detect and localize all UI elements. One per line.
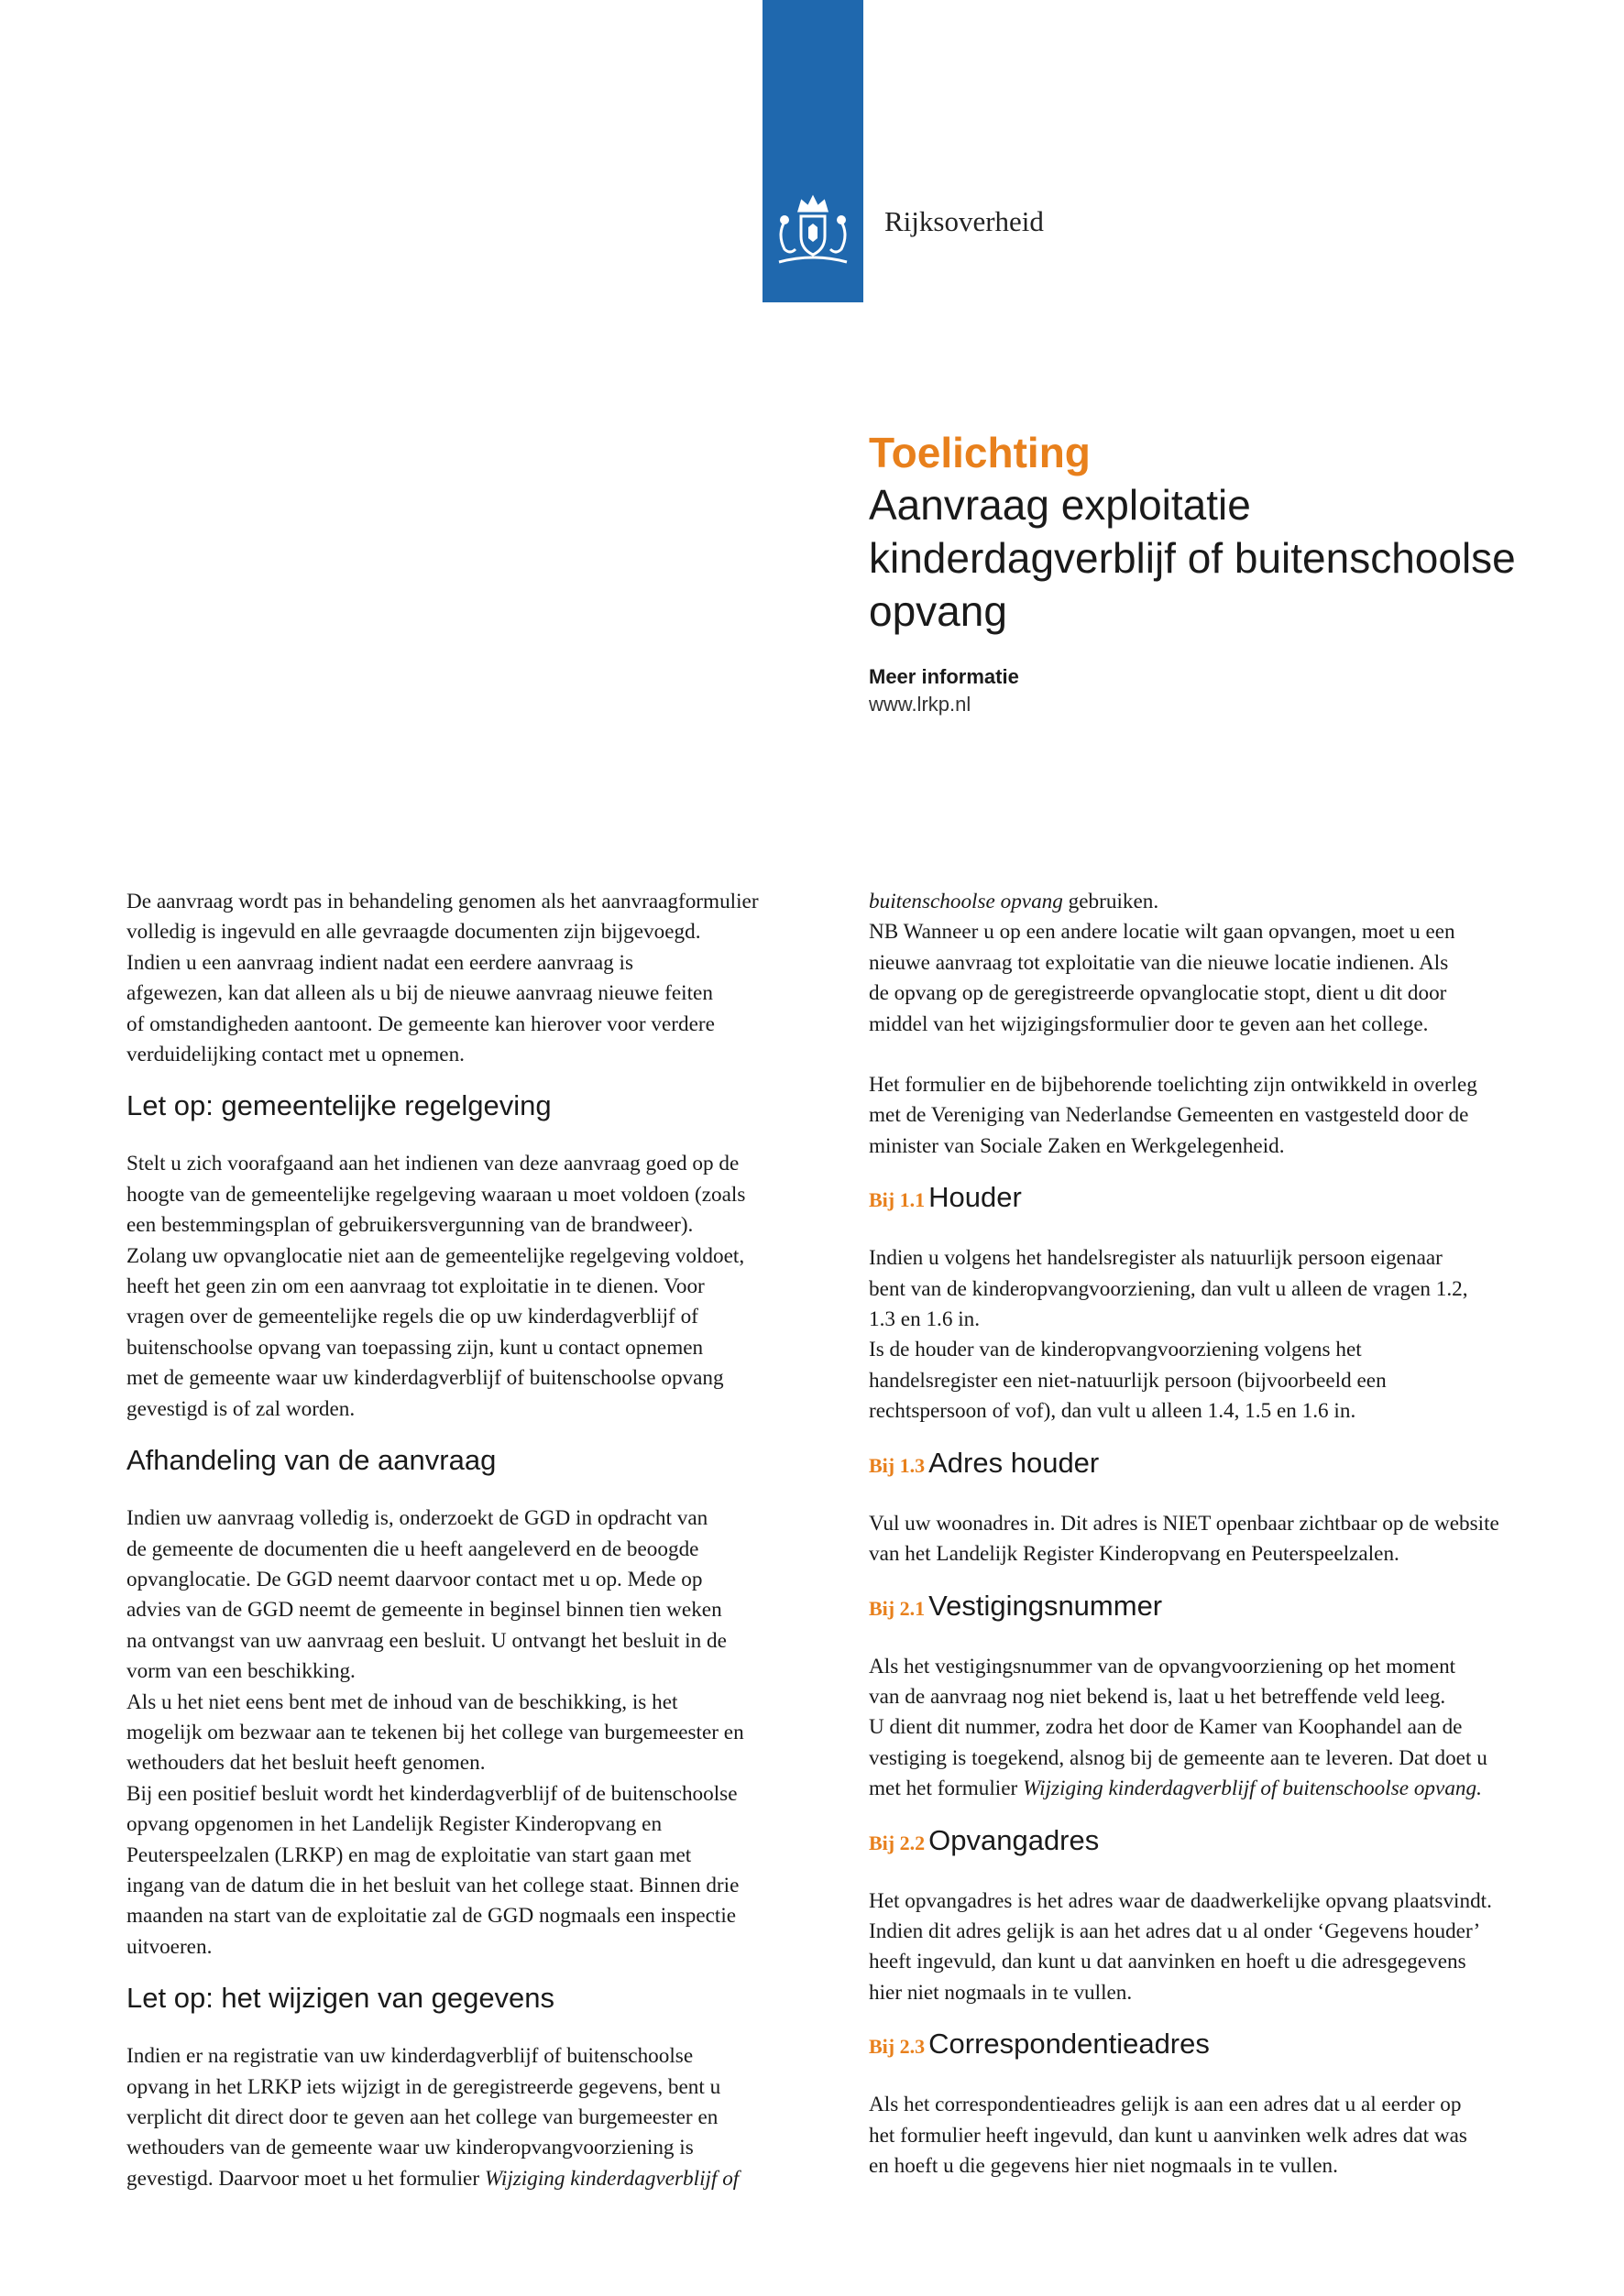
paragraph-nb: NB Wanneer u op een andere locatie wilt gaan opvangen, moet u een nieuwe aanvraag tot exploitatie van die nieuwe locatie indienen. Als de opvang op de geregistreerde opvanglocatie stopt, dient u dit door middel van het wijzigingsformulier door te geven aan het college. <box>869 920 1455 1036</box>
bij-label: Bij 2.1 <box>869 1596 926 1620</box>
form-name-italic: Wijziging kinderdagverblijf of buitenschoolse opvang. <box>1023 1777 1482 1801</box>
paragraph-correspondentieadres: Als het correspondentieadres gelijk is aan een adres dat u al eerder op het formulier heeft ingevuld, dan kunt u aanvinken welk adres dat was en hoeft u die gegevens hier niet nogmaals in te vullen. <box>869 2093 1467 2178</box>
title-line-2: kinderdagverblijf of buitenschoolse <box>869 534 1516 582</box>
section-title: Houder <box>928 1181 1022 1214</box>
heading-bij-1-1 <box>869 1178 1565 1219</box>
heading-bij-1-3 <box>869 1444 1565 1485</box>
meer-informatie-link[interactable]: www.lrkp.nl <box>869 693 971 716</box>
section-title: Correspondentieadres <box>928 2028 1210 2061</box>
paragraph-opvangadres: Het opvangadres is het adres waar de daadwerkelijke opvang plaatsvindt. Indien dit adres gelijk is aan het adres dat u al onder ‘Gegevens houder’ heeft ingevuld, dan kunt u dat aanvinken en hoeft u die adresgegevens hier niet nogmaals in te vullen. <box>869 1888 1492 2005</box>
heading-afhandeling: Afhandeling van de aanvraag <box>126 1444 497 1477</box>
paragraph-houder: Indien u volgens het handelsregister als natuurlijk persoon eigenaar bent van de kinderopvangvoorziening, dan vult u alleen de vragen 1.2, 1.3 en 1.6 in. Is de houder van de kinderopvangvoorziening volgens het handelsregister een niet-natuurlijk persoon (bijvoorbeeld een rechtspersoon of vof), dan vult u alleen 1.4, 1.5 en 1.6 in. <box>869 1246 1468 1424</box>
coat-of-arms-icon <box>772 194 854 273</box>
heading-gemeentelijke-regelgeving: Let op: gemeentelijke regelgeving <box>126 1089 552 1122</box>
bij-label: Bij 2.2 <box>869 1831 926 1854</box>
paragraph-wijzigen <box>126 2041 823 2194</box>
heading-bij-2-1 <box>869 1587 1565 1628</box>
form-name-italic-cont: buitenschoolse opvang <box>869 890 1063 913</box>
heading-bij-2-2 <box>869 1821 1565 1863</box>
meer-informatie-label: Meer informatie <box>869 665 1019 688</box>
logo-bar <box>763 0 863 302</box>
paragraph-wijzigen-text: Indien er na registratie van uw kinderdagverblijf of buitenschoolse opvang in het LRKP iets wijzigt in de geregistreerde gegevens, bent u verplicht dit direct door te geven aan het college van burgemeester en wethouders van de gemeente waar uw kinderopvangvoorziening is gevestigd. Daarvoor moet u het formulier <box>126 2044 721 2191</box>
title-label: Toelichting <box>869 429 1091 476</box>
heading-wijzigen-gegevens: Let op: het wijzigen van gegevens <box>126 1982 555 2015</box>
vestigingsnummer-text: Als het vestigingsnummer van de opvangvoorziening op het moment van de aanvraag nog niet bekend is, laat u het betreffende veld leeg. U dient dit nummer, zodra het door de Kamer van Koophandel aan de vestiging is toegekend, alsnog bij de gemeente aan te leveren. Dat doet u met het formulier <box>869 1654 1487 1801</box>
section-title: Opvangadres <box>928 1823 1100 1856</box>
title-block <box>869 427 1565 716</box>
bij-label: Bij 1.1 <box>869 1188 926 1212</box>
paragraph-formulier: Het formulier en de bijbehorende toelichting zijn ontwikkeld in overleg met de Vereniging van Nederlandse Gemeenten en vastgesteld door de minister van Sociale Zaken en Werkgelegenheid. <box>869 1073 1477 1158</box>
paragraph-afhandeling: Indien uw aanvraag volledig is, onderzoekt de GGD in opdracht van de gemeente de documenten die u heeft aangeleverd en de beoogde opvanglocatie. De GGD neemt daarvoor contact met u op. Mede op advies van de GGD neemt de gemeente in beginsel binnen tien weken na ontvangst van uw aanvraag een besluit. U ontvangt het besluit in de vorm van een beschikking. Als u het niet eens bent met de inhoud van de beschikking, is het mogelijk om bezwaar aan te tekenen bij het college van burgemeester en wethouders dat het besluit heeft genomen. Bij een positief besluit wordt het kinderdagverblijf of de buitenschoolse opvang opgenomen in het Landelijk Register Kinderopvang en Peuterspeelzalen (LRKP) en mag de exploitatie van start gaan met ingang van de datum die in het besluit van het college staat. Binnen drie maanden na start van de exploitatie zal de GGD nogmaals een inspectie uitvoeren. <box>126 1506 744 1959</box>
left-column <box>126 887 823 2194</box>
section-title: Adres houder <box>928 1446 1100 1479</box>
continuation-text: gebruiken. <box>1062 890 1159 913</box>
title-line-1: Aanvraag exploitatie <box>869 481 1251 529</box>
section-title: Vestigingsnummer <box>928 1589 1163 1622</box>
heading-bij-2-3 <box>869 2025 1565 2066</box>
paragraph-vestigingsnummer <box>869 1652 1565 1805</box>
bij-label: Bij 2.3 <box>869 2035 926 2059</box>
title-line-3: opvang <box>869 587 1007 635</box>
right-column <box>869 887 1565 2181</box>
form-name-italic: Wijziging kinderdagverblijf of <box>484 2166 740 2191</box>
paragraph-regelgeving: Stelt u zich voorafgaand aan het indienen van deze aanvraag goed op de hoogte van de gemeentelijke regelgeving waaraan u moet voldoen (zoals een bestemmingsplan of gebruikersvergunning van de brandweer). Zolang uw opvanglocatie niet aan de gemeentelijke regelgeving voldoet, heeft het geen zin om een aanvraag tot exploitatie in te dienen. Voor vragen over de gemeentelijke regels die op uw kinderdagverblijf of buitenschoolse opvang van toepassing zijn, kunt u contact opnemen met de gemeente waar uw kinderdagverblijf of buitenschoolse opvang gevestigd is of zal worden. <box>126 1152 746 1421</box>
brand-name: Rijksoverheid <box>884 205 1044 237</box>
paragraph-adres-houder: Vul uw woonadres in. Dit adres is NIET openbaar zichtbaar op de website van het Landelijk Register Kinderopvang en Peuterspeelzalen. <box>869 1511 1499 1567</box>
bij-label: Bij 1.3 <box>869 1453 926 1477</box>
paragraph-continuation <box>869 887 1565 917</box>
intro-paragraph: De aanvraag wordt pas in behandeling genomen als het aanvraagformulier volledig is ingevuld en alle gevraagde documenten zijn bijgevoegd. Indien u een aanvraag indient nadat een eerdere aanvraag is afgewezen, kan dat alleen als u bij de nieuwe aanvraag nieuwe feiten of omstandigheden aantoont. De gemeente kan hierover voor verdere verduidelijking contact met u opnemen. <box>126 890 759 1067</box>
